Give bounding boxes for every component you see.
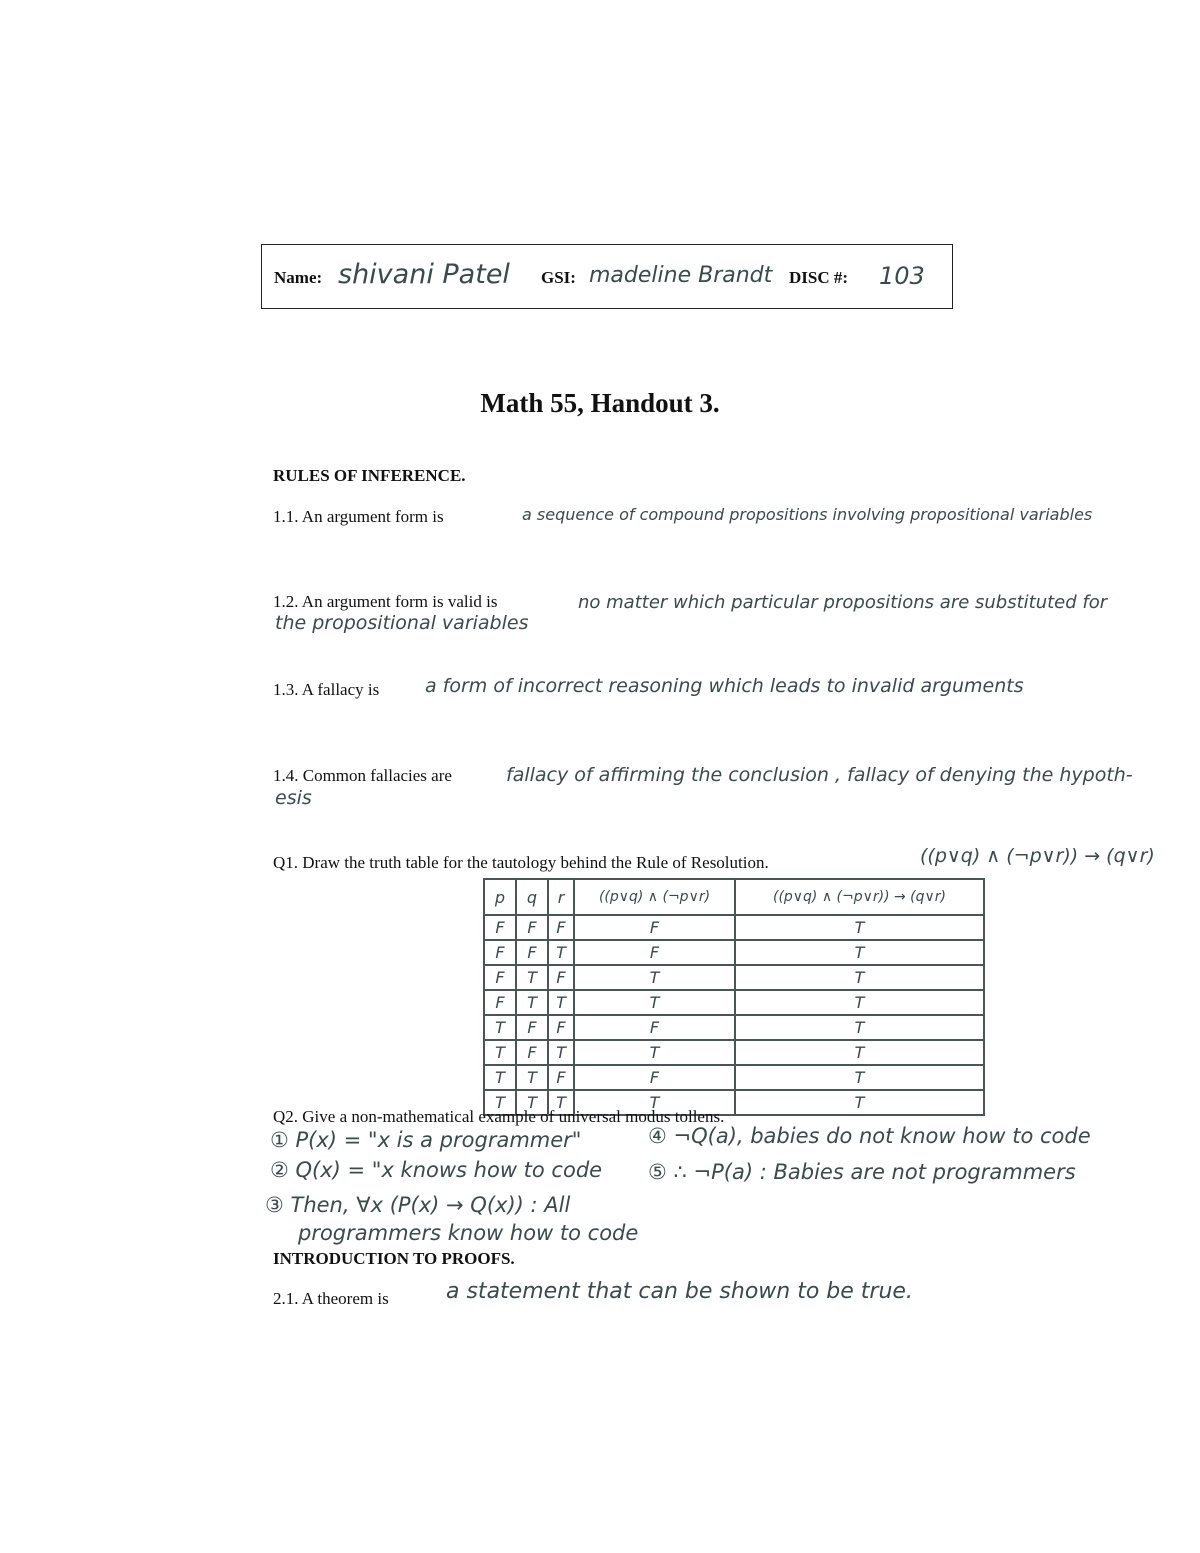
truth-table: [483, 878, 985, 1116]
section-heading-rules: RULES OF INFERENCE.: [273, 466, 466, 485]
item-2-1-prompt: 2.1. A theorem is: [273, 1289, 389, 1308]
item-1-4-answer: fallacy of affirming the conclusion , fallacy of denying the hypoth-: [506, 764, 1133, 786]
q2-step-3-cont: programmers know how to code: [298, 1221, 639, 1245]
table-row: [484, 940, 984, 965]
cell: F: [574, 1065, 735, 1090]
cell: T: [484, 1090, 516, 1115]
cell: F: [516, 915, 548, 940]
item-1-4-prompt: 1.4. Common fallacies are: [273, 766, 452, 785]
cell: F: [548, 915, 574, 940]
cell: T: [548, 940, 574, 965]
table-row: [484, 1065, 984, 1090]
cell: F: [574, 915, 735, 940]
cell: F: [484, 990, 516, 1015]
cell: F: [516, 1040, 548, 1065]
cell: T: [735, 1040, 984, 1065]
cell: F: [516, 940, 548, 965]
cell: T: [516, 990, 548, 1015]
cell: T: [516, 1065, 548, 1090]
gsi-value: madeline Brandt: [589, 263, 773, 288]
item-1-2-answer: no matter which particular propositions are substituted for: [578, 592, 1108, 613]
cell: T: [735, 1015, 984, 1040]
header-p: p: [484, 879, 516, 915]
truth-table-header-row: [484, 879, 984, 915]
table-row: [484, 965, 984, 990]
item-1-2-answer-cont: the propositional variables: [275, 612, 529, 634]
table-row: [484, 915, 984, 940]
item-1-3-prompt: 1.3. A fallacy is: [273, 680, 380, 699]
header-r: r: [548, 879, 574, 915]
header-q: q: [516, 879, 548, 915]
cell: T: [484, 1015, 516, 1040]
disc-label: DISC #:: [789, 268, 849, 287]
gsi-label: GSI:: [541, 268, 576, 287]
cell: T: [735, 915, 984, 940]
cell: T: [735, 1065, 984, 1090]
q2-step-3: ③ Then, ∀x (P(x) → Q(x)) : All: [265, 1193, 571, 1217]
cell: T: [548, 1040, 574, 1065]
q2-step-1: ① P(x) = "x is a programmer": [270, 1128, 582, 1152]
cell: T: [735, 990, 984, 1015]
cell: T: [574, 990, 735, 1015]
item-1-1-prompt: 1.1. An argument form is: [273, 507, 444, 526]
q1-answer: ((p∨q) ∧ (¬p∨r)) → (q∨r): [920, 845, 1155, 867]
table-row: [484, 1015, 984, 1040]
q1-prompt: Q1. Draw the truth table for the tautology behind the Rule of Resolution.: [273, 853, 769, 872]
cell: T: [735, 940, 984, 965]
cell: T: [735, 1090, 984, 1115]
item-1-1-answer: a sequence of compound propositions involving propositional variables: [522, 505, 1093, 524]
cell: F: [516, 1015, 548, 1040]
cell: F: [548, 1015, 574, 1040]
header-premise: ((p∨q) ∧ (¬p∨r): [574, 879, 735, 915]
disc-value: 103: [879, 262, 925, 290]
cell: F: [574, 940, 735, 965]
cell: F: [484, 915, 516, 940]
item-2-1-answer: a statement that can be shown to be true.: [446, 1279, 913, 1304]
header-implication: ((p∨q) ∧ (¬p∨r)) → (q∨r): [735, 879, 984, 915]
cell: T: [516, 965, 548, 990]
section-heading-proofs: INTRODUCTION TO PROOFS.: [273, 1249, 515, 1268]
q2-step-4: ④ ¬Q(a), babies do not know how to code: [648, 1124, 1091, 1148]
name-value: shivani Patel: [338, 259, 510, 290]
cell: F: [548, 965, 574, 990]
table-row: [484, 990, 984, 1015]
cell: T: [574, 965, 735, 990]
cell: T: [574, 1040, 735, 1065]
page-title: Math 55, Handout 3.: [480, 388, 720, 418]
cell: T: [574, 1090, 735, 1115]
cell: F: [548, 1065, 574, 1090]
cell: T: [484, 1040, 516, 1065]
cell: T: [548, 990, 574, 1015]
q2-prompt: Q2. Give a non-mathematical example of universal modus tollens.: [273, 1107, 725, 1126]
name-label: Name:: [274, 268, 323, 287]
item-1-2-prompt: 1.2. An argument form is valid is: [273, 592, 498, 611]
q2-step-2: ② Q(x) = "x knows how to code: [270, 1158, 603, 1182]
cell: T: [735, 965, 984, 990]
item-1-4-answer-cont: esis: [275, 787, 312, 809]
q2-step-5: ⑤ ∴ ¬P(a) : Babies are not programmers: [648, 1160, 1076, 1184]
table-row: [484, 1040, 984, 1065]
cell: T: [548, 1090, 574, 1115]
cell: F: [484, 940, 516, 965]
cell: T: [516, 1090, 548, 1115]
item-1-3-answer: a form of incorrect reasoning which leads to invalid arguments: [425, 675, 1024, 697]
cell: F: [574, 1015, 735, 1040]
cell: T: [484, 1065, 516, 1090]
cell: F: [484, 965, 516, 990]
